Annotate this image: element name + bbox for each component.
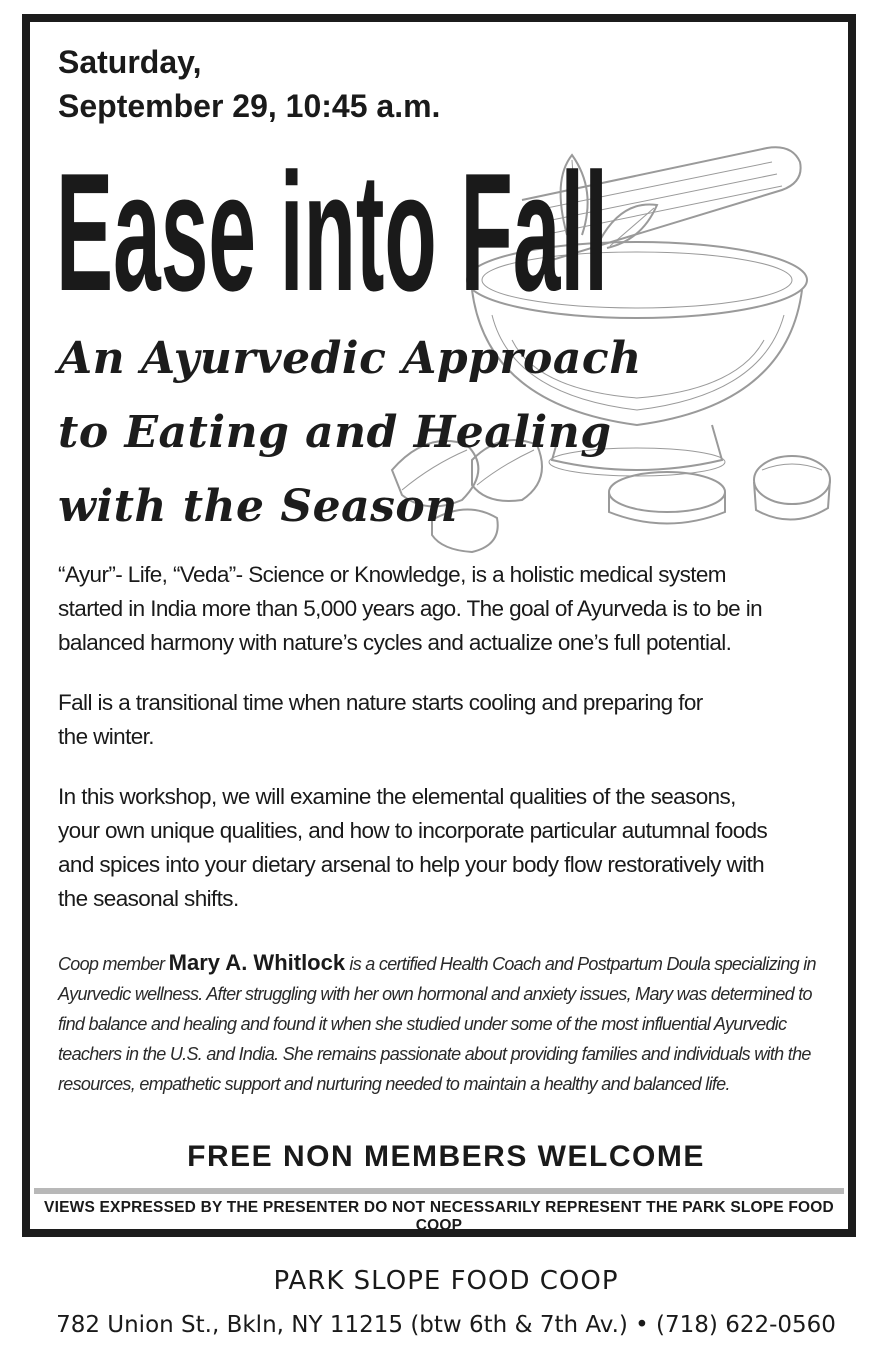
description-paragraph-2: Fall is a transitional time when nature starts cooling and preparing for the winter. [58,690,703,749]
description-paragraph-1: “Ayur”- Life, “Veda”- Science or Knowledge, is a holistic medical system started in India more than 5,000 years ago. The goal of Ayurveda is to be in balanced harmony with nature’s cycles and actualize one’s full potential. [58,562,763,655]
event-subtitle [58,322,642,544]
free-admission-banner: FREE NON MEMBERS WELCOME [187,1140,705,1173]
bio-prefix: Coop member [58,954,169,974]
bio-text: is a certified Health Coach and Postpartum Doula specializing in Ayurvedic wellness. After struggling with her own hormonal and anxiety issues, Mary was determined to find balance and healing and found it when she studied under some of the most influential Ayurvedic teachers in the U.S. and India. She remains passionate about providing families and individuals with the resources, empathetic support and nurturing needed to maintain a healthy and balanced life. [58,954,816,1094]
event-date [58,40,440,128]
organization-name: PARK SLOPE FOOD COOP [273,1266,619,1296]
subtitle-line-2: to Eating and Healing [58,407,612,458]
description-paragraph-3: In this workshop, we will examine the elemental qualities of the seasons, your own unique qualities, and how to incorporate particular autumnal foods and spices into your dietary arsenal to help your body flow restoratively with the seasonal shifts. [58,784,768,911]
event-title [52,140,612,320]
event-date-time: September 29, 10:45 a.m. [58,88,441,124]
subtitle-line-3: with the Season [58,481,458,532]
disclaimer: VIEWS EXPRESSED BY THE PRESENTER DO NOT NECESSARILY REPRESENT THE PARK SLOPE FOOD COOP [44,1199,834,1234]
event-title-text: Ease into Fall [56,140,608,320]
presenter-name: Mary A. Whitlock [168,950,346,975]
organization-address: 782 Union St., Bkln, NY 11215 (btw 6th & 7th Av.) • (718) 622-0560 [56,1312,836,1338]
subtitle-line-1: An Ayurvedic Approach [58,333,642,384]
divider [34,1188,844,1194]
event-day: Saturday, [58,44,202,80]
presenter-bio [58,948,818,1099]
event-description [58,558,818,942]
